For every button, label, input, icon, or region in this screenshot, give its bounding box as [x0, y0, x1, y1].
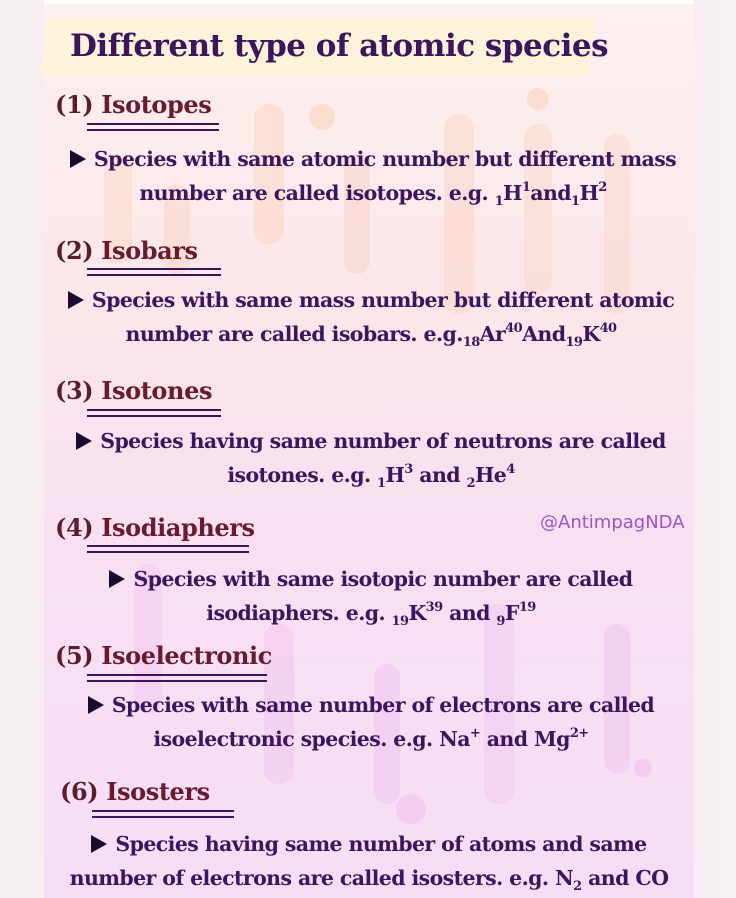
section-number: (4) — [55, 513, 94, 542]
heading-underline — [92, 810, 234, 812]
heading-underline — [87, 674, 267, 676]
section-name: Isotopes — [101, 90, 212, 119]
decor-dot — [634, 759, 652, 777]
definition-line: Species having same number of neutrons are called — [60, 424, 682, 458]
section-number: (1) — [55, 90, 94, 119]
section-number: (5) — [55, 641, 94, 670]
example-line: number are called isotopes. e.g. $_1H^1and_1H^2$ — [139, 180, 607, 209]
heading-underline — [87, 274, 221, 276]
section-body — [58, 827, 680, 895]
section-name: Isobars — [101, 236, 198, 265]
decor-dot — [527, 88, 549, 110]
definition-line: Species with same isotopic number are called — [60, 562, 682, 596]
section-heading — [60, 777, 210, 806]
bullet-triangle-icon — [70, 150, 86, 168]
heading-underline — [92, 816, 234, 818]
section-name: Isosters — [106, 777, 210, 806]
section-heading — [55, 641, 272, 670]
section-name: Isotones — [101, 376, 213, 405]
section-number: (2) — [55, 236, 94, 265]
bullet-triangle-icon — [68, 291, 84, 309]
heading-underline — [87, 123, 219, 125]
decor-dot — [309, 104, 335, 130]
heading-underline — [87, 545, 249, 547]
section-body — [62, 142, 684, 210]
definition-line: Species with same atomic number but different mass — [62, 142, 684, 176]
section-body — [60, 562, 682, 630]
definition-line: Species with same mass number but different atomic — [60, 283, 682, 317]
definition-line: Species with same number of electrons are called — [60, 688, 682, 722]
example-line: number of electrons are called isosters. e.g. $N_2$ and CO — [69, 866, 669, 894]
section-body — [60, 283, 682, 351]
section-number: (3) — [55, 376, 94, 405]
heading-underline — [87, 551, 249, 553]
section-body — [60, 424, 682, 492]
heading-underline — [87, 415, 221, 417]
page-title: Different type of atomic species — [70, 28, 609, 64]
bullet-triangle-icon — [88, 696, 104, 714]
right-margin — [694, 0, 736, 898]
example-line: isotones. e.g. $_1H^3$ and $_2He^4$ — [227, 462, 515, 491]
bullet-triangle-icon — [109, 570, 125, 588]
section-heading — [55, 513, 255, 542]
section-heading — [55, 376, 212, 405]
heading-underline — [87, 680, 267, 682]
section-heading — [55, 90, 211, 119]
definition-line: Species having same number of atoms and same — [58, 827, 680, 861]
section-name: Isodiaphers — [101, 513, 255, 542]
example-line: isodiaphers. e.g. $_{19}K^{39}$ and $_9F^{19}$ — [206, 600, 536, 629]
section-name: Isoelectronic — [101, 641, 272, 670]
decor-dot — [396, 794, 426, 824]
left-margin — [0, 0, 44, 898]
section-body — [60, 688, 682, 756]
section-number: (6) — [60, 777, 99, 806]
example-line: number are called isobars. $e.g._{18}Ar^{40}And_{19}K^{40}$ — [125, 321, 617, 350]
heading-underline — [87, 129, 219, 131]
watermark: @AntimpagNDA — [540, 512, 685, 533]
heading-underline — [87, 268, 221, 270]
bullet-triangle-icon — [76, 432, 92, 450]
example-line: isoelectronic species. e.g. Na+ and $Mg^{2+}$ — [153, 726, 589, 751]
bullet-triangle-icon — [91, 835, 107, 853]
heading-underline — [87, 409, 221, 411]
section-heading — [55, 236, 198, 265]
